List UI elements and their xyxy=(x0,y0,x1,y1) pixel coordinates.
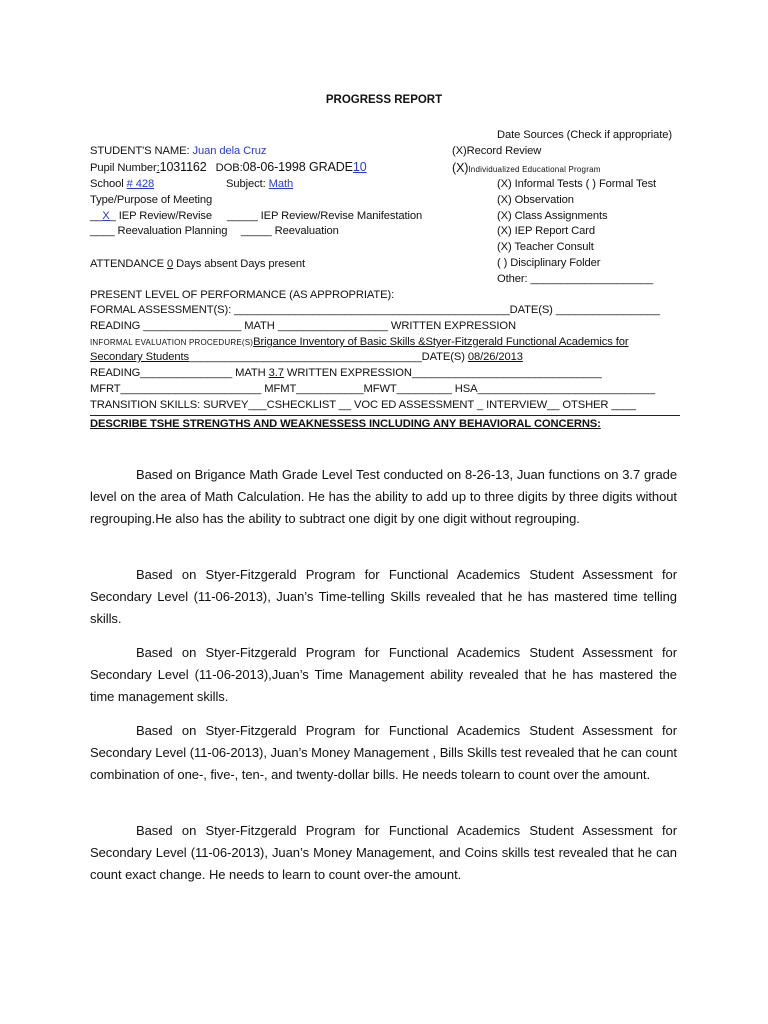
source-mark: (X) xyxy=(452,161,469,175)
page-title: PROGRESS REPORT xyxy=(325,94,443,106)
manifestation-label: IEP Review/Revise Manifestation xyxy=(257,210,423,222)
student-name-label: STUDENT'S NAME: xyxy=(90,145,193,157)
source-other-blank: ____________________ xyxy=(530,273,653,285)
school-value: # 428 xyxy=(126,178,155,190)
grade-label: GRADE xyxy=(305,160,353,174)
source-mark: ( ) xyxy=(497,257,508,269)
row2-math-value: 3.7 xyxy=(268,367,284,379)
source-label: IEP Report Card xyxy=(511,225,596,237)
student-name-value: Juan dela Cruz xyxy=(192,145,267,157)
reeval-label: Reevaluation xyxy=(271,225,339,237)
formal-date-blank: _________________ xyxy=(555,304,660,316)
blank: _____ xyxy=(227,210,258,222)
meeting-reeval xyxy=(241,224,339,238)
dob-value: 08-06-1998 xyxy=(242,160,306,174)
source-mark: (X) xyxy=(497,178,512,190)
narrative-paragraph: Based on Styer-Fitzgerald Program for Functional Academics Student Assessment for Secondary Level (11-06-2013), Juan’s Money Management, and Coins skills test revealed that he can count exact change. He needs to learn to count over-the amount. xyxy=(90,823,677,883)
meeting-iep-review xyxy=(90,209,212,223)
describe-heading: DESCRIBE TSHE STRENGTHS AND WEAKNESSESS INCLUDING ANY BEHAVIORAL CONCERNS: xyxy=(90,418,601,430)
formal-assessment-line xyxy=(90,303,660,317)
source-teacher-consult xyxy=(497,240,594,254)
narrative-paragraph: Based on Styer-Fitzgerald Program for Functional Academics Student Assessment for Secondary Level (11-06-2013), Juan’s Time-telling Skills revealed that he has mastered time telling skills. xyxy=(90,567,677,627)
attendance-line xyxy=(90,257,305,271)
blank: _ xyxy=(109,210,116,222)
formal-blank: _____________________________________________ xyxy=(234,304,510,316)
transition-skills-row: TRANSITION SKILLS: SURVEY___CSHECKLIST __ VOC ED ASSESSMENT _ INTERVIEW__ OTSHER ____ xyxy=(90,399,636,411)
source-iep-report-card xyxy=(497,224,595,238)
grade-value: 10 xyxy=(352,160,367,174)
reeval-planning-label: Reevaluation Planning xyxy=(114,225,228,237)
meeting-type-label: Type/Purpose of Meeting xyxy=(90,194,213,206)
section-divider xyxy=(90,415,680,416)
blank: ____ xyxy=(90,225,115,237)
school-label: School xyxy=(90,178,127,190)
row2-blank: _______________________________ xyxy=(411,367,602,379)
narrative-paragraph: Based on Styer-Fitzgerald Program for Functional Academics Student Assessment for Secondary Level (11-06-2013), Juan’s Money Management , Bills Skills test revealed that he can count combination of one-, five-, ten-, and twenty-dollar bills. He needs tolearn to count over the amount. xyxy=(90,723,677,783)
source-mark: (X) xyxy=(497,225,512,237)
source-iep xyxy=(452,161,601,177)
source-label: Observation xyxy=(511,194,574,206)
sources-heading: Date Sources (Check if appropriate) xyxy=(497,129,672,141)
formal-date-label: DATE(S) xyxy=(509,304,556,316)
source-other-label: Other: xyxy=(497,273,531,285)
informal-date-value: 08/26/2013 xyxy=(467,351,523,363)
subject-line xyxy=(226,177,293,191)
blank: __ xyxy=(90,210,103,222)
iep-review-mark: X xyxy=(102,210,110,222)
subject-value: Math xyxy=(268,178,294,190)
informal-label: INFORMAL EVALUATION PROCEDURE(S) xyxy=(90,338,254,347)
source-mark: (X) xyxy=(497,210,512,222)
source-record-review xyxy=(452,144,541,158)
source-label: Informal Tests ( ) Formal Test xyxy=(511,178,657,190)
source-observation xyxy=(497,193,574,207)
informal-value: Brigance Inventory of Basic Skills &Styer-Fitzgerald Functional Academics for xyxy=(253,336,629,348)
school-line xyxy=(90,177,154,191)
source-label: Teacher Consult xyxy=(511,241,594,253)
narrative-paragraph: Based on Brigance Math Grade Level Test conducted on 8-26-13, Juan functions on 3.7 grade level on the area of Math Calculation. He has the ability to add up to three digits by three digits without regrouping.He also has the ability to subtract one digit by one digit without regrouping. xyxy=(90,467,677,527)
pupil-number-label: Pupil Number xyxy=(90,162,157,174)
informal-value-2: Secondary Students xyxy=(90,351,189,363)
attendance-absent-label: Days absent Days present xyxy=(173,258,305,270)
source-label: Record Review xyxy=(466,145,542,157)
dob-label: DOB: xyxy=(215,162,243,174)
informal-evaluation-line-2 xyxy=(90,350,523,364)
source-other xyxy=(497,272,653,286)
source-label: Individualized Educational Program xyxy=(468,165,601,174)
pupil-number-line xyxy=(90,160,367,175)
source-mark: (X) xyxy=(452,145,467,157)
mfrt-row xyxy=(90,382,655,396)
row2-rest: WRITTEN EXPRESSION xyxy=(283,367,412,379)
blank: _____ xyxy=(241,225,272,237)
source-class-assignments xyxy=(497,209,607,223)
source-mark: (X) xyxy=(497,194,512,206)
row3-blank: _____________________________ xyxy=(477,383,656,395)
student-name-line xyxy=(90,144,266,158)
reading-math-written-row-2 xyxy=(90,366,602,380)
informal-blank: ______________________________________ xyxy=(188,351,422,363)
subject-label: Subject: xyxy=(226,178,269,190)
iep-review-label: IEP Review/Revise xyxy=(115,210,212,222)
attendance-label: ATTENDANCE xyxy=(90,258,168,270)
row3-text: MFRT_______________________ MFMT___________MFWT_________ HSA xyxy=(90,383,478,395)
informal-evaluation-line xyxy=(90,335,629,350)
pupil-number-value: 1031162 xyxy=(159,160,207,174)
meeting-reeval-planning xyxy=(90,224,227,238)
meeting-manifestation xyxy=(227,209,422,223)
pupil-number-colon: : xyxy=(156,162,160,174)
reading-math-written-row: READING ________________ MATH __________________ WRITTEN EXPRESSION xyxy=(90,320,516,332)
source-disciplinary-folder xyxy=(497,256,600,270)
source-mark: (X) xyxy=(497,241,512,253)
row2-reading: READING_______________ MATH xyxy=(90,367,269,379)
source-label: Class Assignments xyxy=(511,210,608,222)
performance-heading: PRESENT LEVEL OF PERFORMANCE (AS APPROPRIATE): xyxy=(90,289,395,301)
narrative-paragraph: Based on Styer-Fitzgerald Program for Functional Academics Student Assessment for Secondary Level (11-06-2013),Juan’s Time Management ability revealed that he has mastered the time management skills. xyxy=(90,645,677,705)
source-label: Disciplinary Folder xyxy=(507,257,601,269)
informal-date-label: DATE(S) xyxy=(421,351,468,363)
attendance-absent-value: 0 xyxy=(167,258,174,270)
formal-label: FORMAL ASSESSMENT(S): xyxy=(90,304,235,316)
source-informal-tests xyxy=(497,177,656,191)
